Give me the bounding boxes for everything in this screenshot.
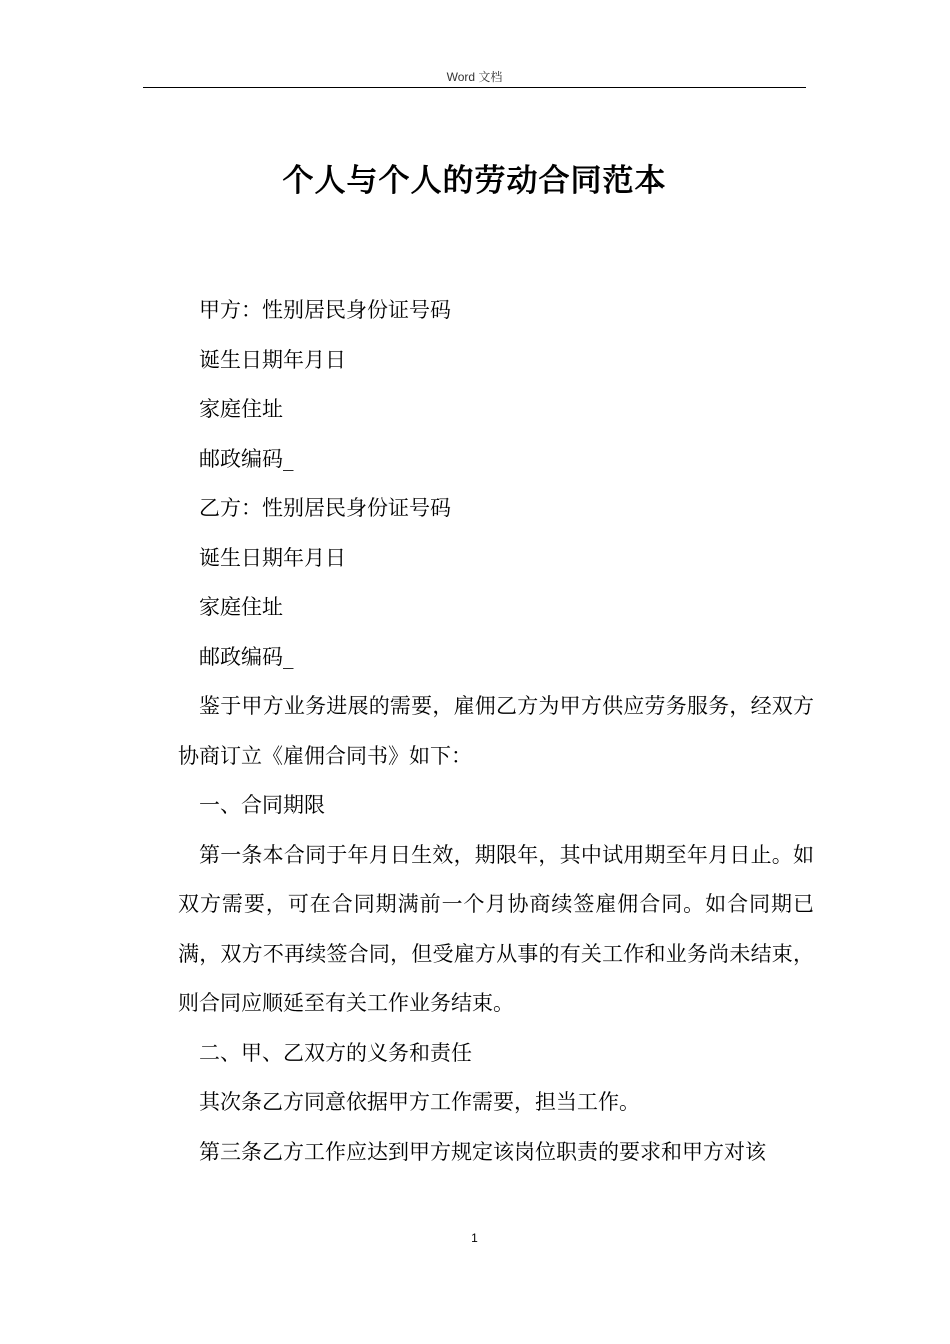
paragraph-article-1: 第一条本合同于年月日生效，期限年，其中试用期至年月日止。如双方需要，可在合同期满前一个月协商续签雇佣合同。如合同期已满，双方不再续签合同，但受雇方从事的有关工作和业务尚未结束，则合同应顺延至有关工作业务结束。 — [178, 842, 814, 1015]
paragraph-party-a-postcode: 邮政编码_ — [199, 446, 294, 471]
page-number: 1 — [471, 1231, 478, 1245]
paragraph-party-b-birthdate: 诞生日期年月日 — [199, 545, 346, 570]
paragraph-preamble: 鉴于甲方业务进展的需要，雇佣乙方为甲方供应劳务服务，经双方协商订立《雇佣合同书》如下： — [178, 694, 814, 768]
paragraph-party-b-address: 家庭住址 — [199, 595, 283, 619]
paragraph-party-a-birthdate: 诞生日期年月日 — [199, 347, 346, 372]
paragraph-party-a-address: 家庭住址 — [199, 397, 283, 421]
paragraph-party-b-postcode: 邮政编码_ — [199, 644, 294, 669]
page-header: Word 文档 — [446, 70, 503, 84]
paragraph-party-b: 乙方：性别居民身份证号码 — [199, 496, 451, 520]
paragraph-party-a: 甲方：性别居民身份证号码 — [199, 298, 451, 322]
document-title: 个人与个人的劳动合同范本 — [282, 163, 667, 199]
section-heading-term: 一、合同期限 — [199, 793, 325, 817]
section-heading-obligations: 二、甲、乙双方的义务和责任 — [199, 1040, 472, 1065]
paragraph-article-2: 其次条乙方同意依据甲方工作需要，担当工作。 — [199, 1090, 640, 1114]
paragraph-article-3: 第三条乙方工作应达到甲方规定该岗位职责的要求和甲方对该 — [199, 1139, 766, 1164]
header-divider — [143, 87, 806, 88]
document-body — [178, 286, 814, 1177]
